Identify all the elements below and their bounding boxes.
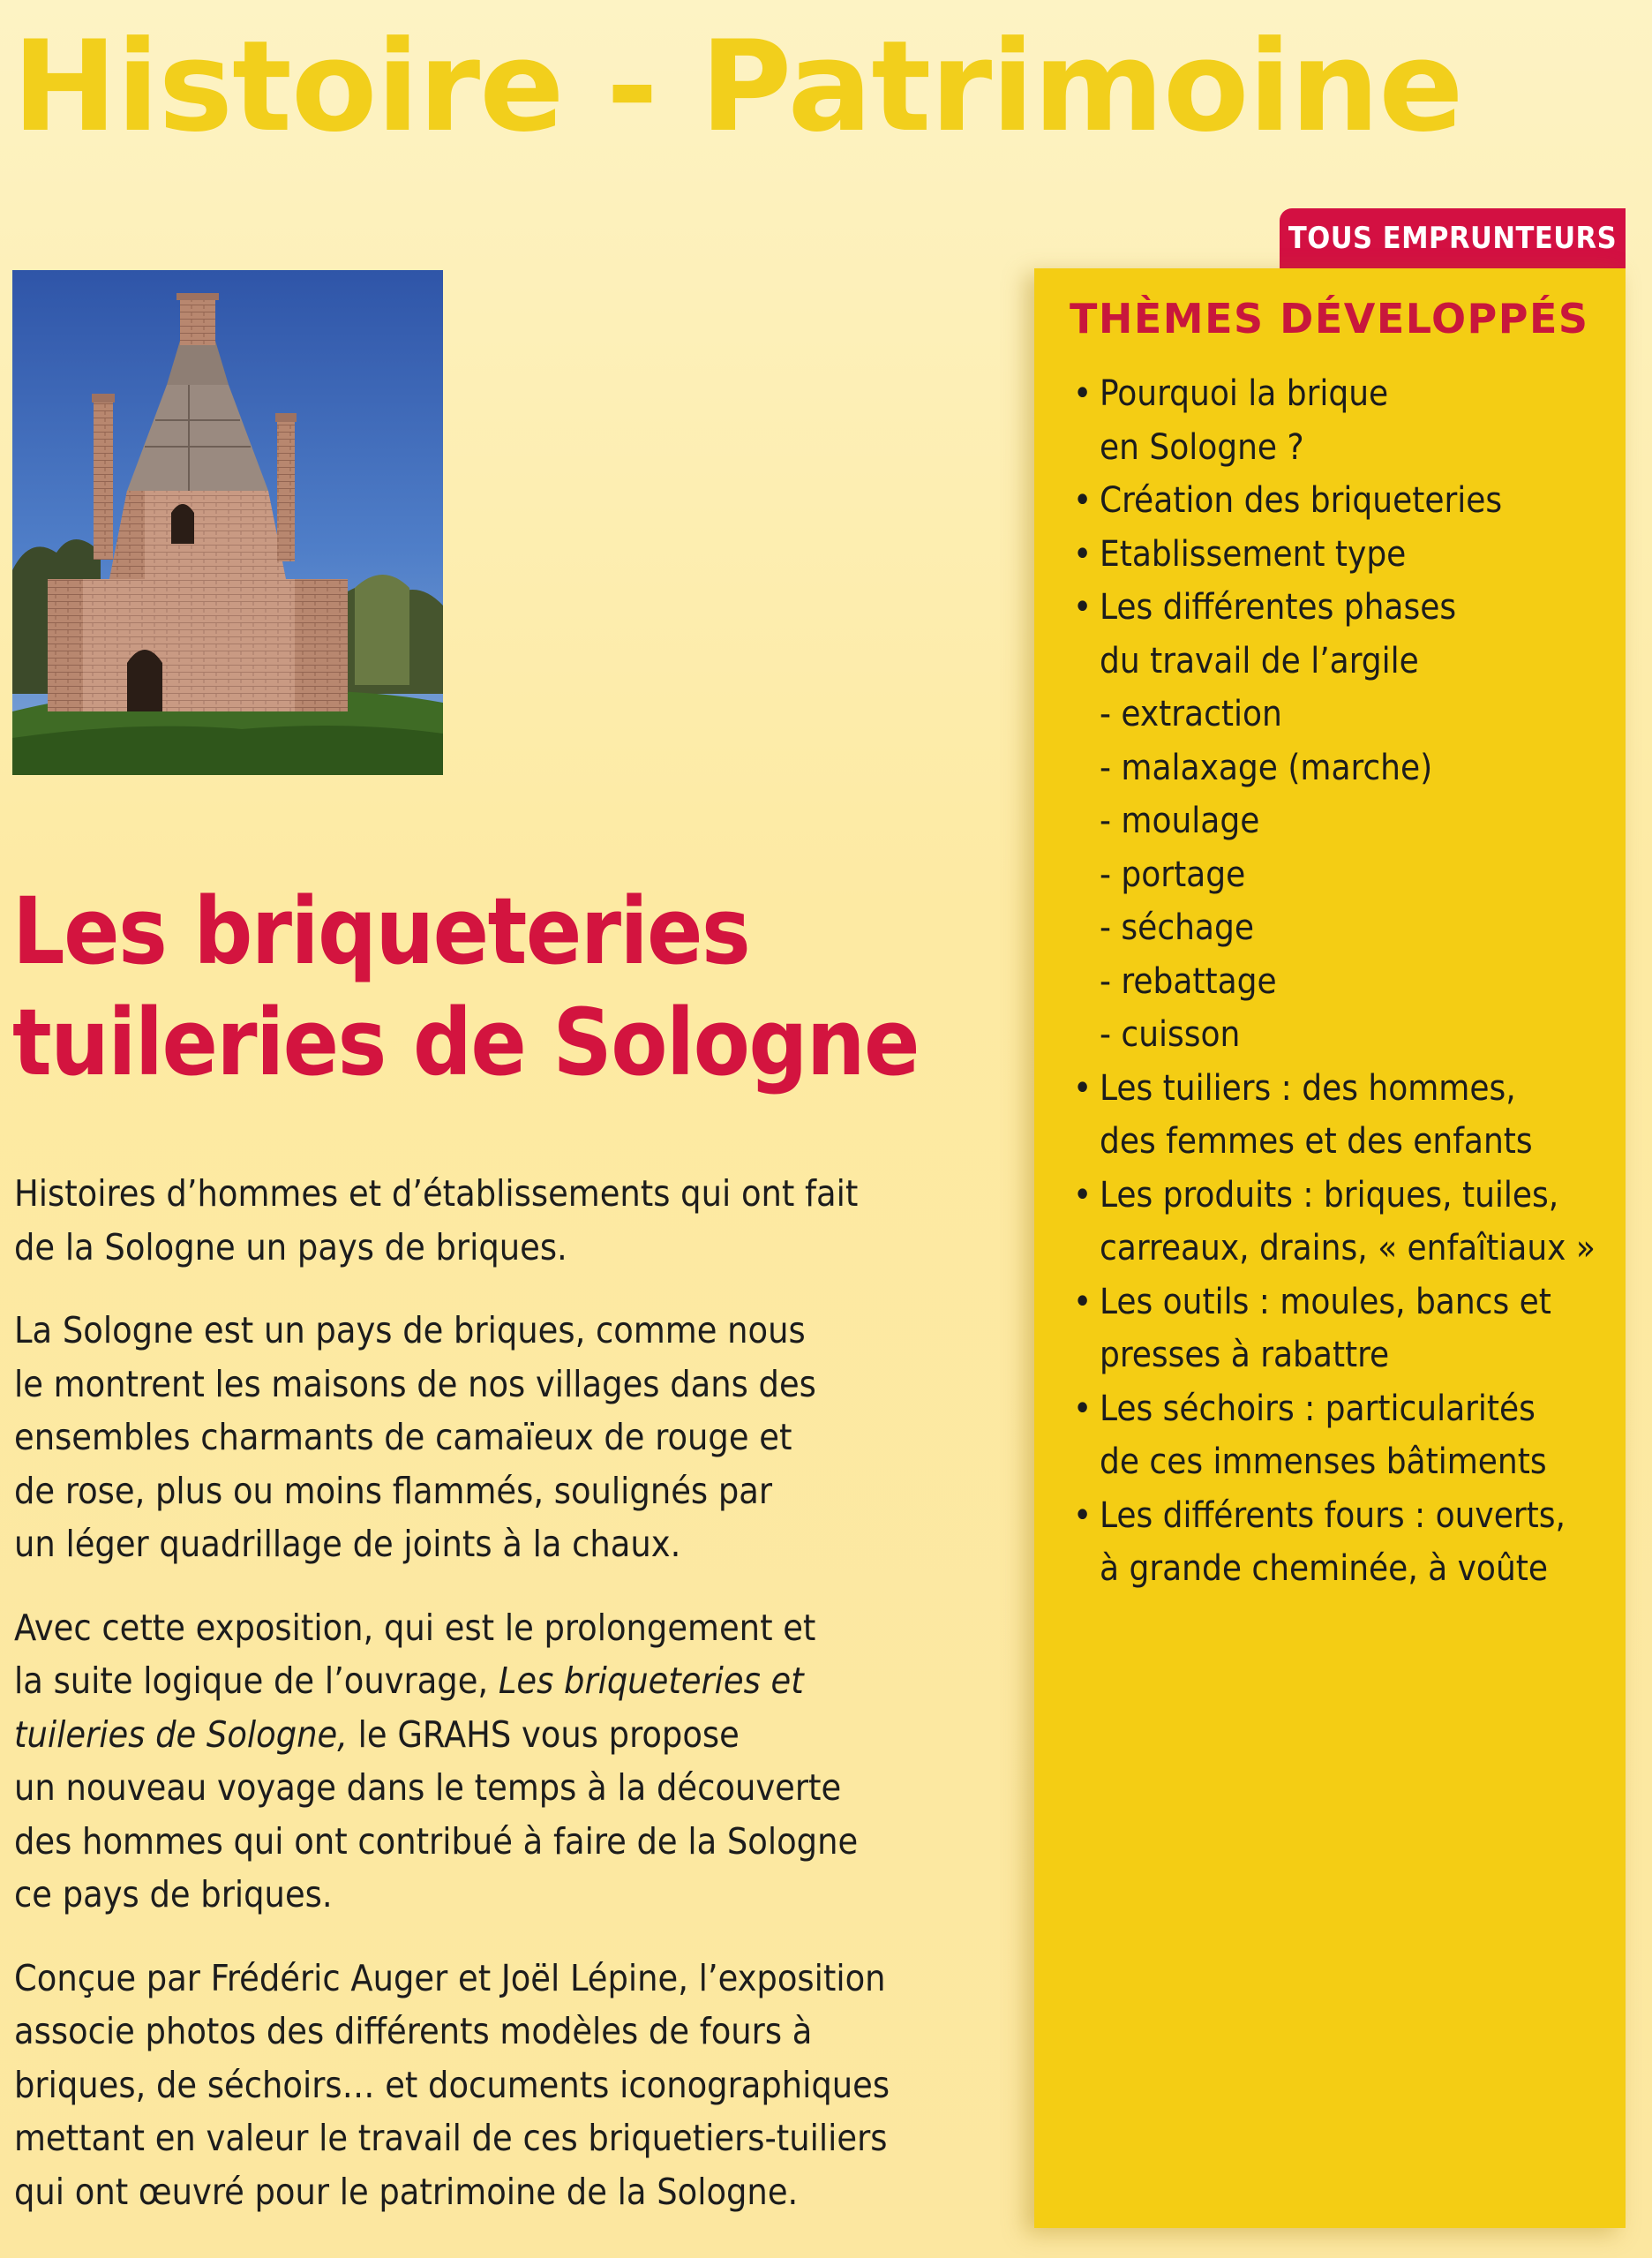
brick-kiln-photo bbox=[12, 270, 443, 775]
article-title: Les briqueteries tuileries de Sologne bbox=[12, 877, 919, 1096]
list-item: • Création des briqueteries bbox=[1070, 474, 1617, 528]
list-item: • Les séchoirs : particularités de ces immenses bâtiments bbox=[1070, 1382, 1617, 1489]
list-item: • Pourquoi la brique en Sologne ? bbox=[1070, 367, 1617, 474]
book-title: Les briqueteries et bbox=[498, 1660, 804, 1702]
list-item: • Les tuiliers : des hommes, des femmes et des enfants bbox=[1070, 1062, 1617, 1169]
paragraph: La Sologne est un pays de briques, comme nous le montrent les maisons de nos villages dans des ensembles charmants de camaïeux de rouge et de rose, plus ou moins flammés, soulignés par un léger quadrillage de joints à la chaux. bbox=[14, 1309, 816, 1565]
list-item: • Les différentes phases du travail de l’argile bbox=[1070, 581, 1617, 688]
section-header-title: Histoire - Patrimoine bbox=[12, 14, 1463, 160]
intro-paragraph: Histoires d’hommes et d’établissements qui ont fait de la Sologne un pays de briques. bbox=[14, 1172, 859, 1268]
paragraph: Conçue par Frédéric Auger et Joël Lépine, l’exposition associe photos des différents modèles de fours à briques, de séchoirs… et documents iconographiques mettant en valeur le travail de ces briquetiers-tuiliers qui ont œuvré pour le patrimoine de la Sologne. bbox=[14, 1956, 890, 2213]
list-subitem: - moulage bbox=[1100, 801, 1260, 841]
brick-kiln-illustration bbox=[12, 270, 443, 775]
paragraph: Avec cette exposition, qui est le prolongement et la suite logique de l’ouvrage, Les briqueteries et tuileries de Sologne, le GRAHS vous propose un nouveau voyage dans le temps à la découverte des hommes qui ont contribué à faire de la Sologne ce pays de briques. bbox=[14, 1606, 859, 1916]
themes-title: THÈMES DÉVELOPPÉS bbox=[1070, 295, 1589, 342]
list-item: • Les outils : moules, bancs et presses à rabattre bbox=[1070, 1276, 1617, 1382]
list-subitem: - cuisson bbox=[1100, 1014, 1241, 1055]
list-item: • Les produits : briques, tuiles, carreaux, drains, « enfaîtiaux » bbox=[1070, 1169, 1617, 1276]
themes-panel bbox=[1034, 268, 1626, 2228]
audience-tag: TOUS EMPRUNTEURS bbox=[1280, 208, 1626, 268]
article-body bbox=[14, 1167, 1020, 2248]
list-subitem: - malaxage (marche) bbox=[1100, 747, 1433, 788]
list-subitem: - séchage bbox=[1100, 907, 1254, 948]
list-subitem: - extraction bbox=[1100, 694, 1282, 734]
book-title: tuileries de Sologne, bbox=[14, 1712, 348, 1756]
list-item: • Les différents fours : ouverts, à grande cheminée, à voûte bbox=[1070, 1489, 1617, 1596]
list-item: • Etablissement type bbox=[1070, 528, 1617, 582]
list-subitem: - portage bbox=[1100, 854, 1246, 895]
list-subitem: - rebattage bbox=[1100, 960, 1277, 1002]
themes-list bbox=[1070, 367, 1617, 1596]
